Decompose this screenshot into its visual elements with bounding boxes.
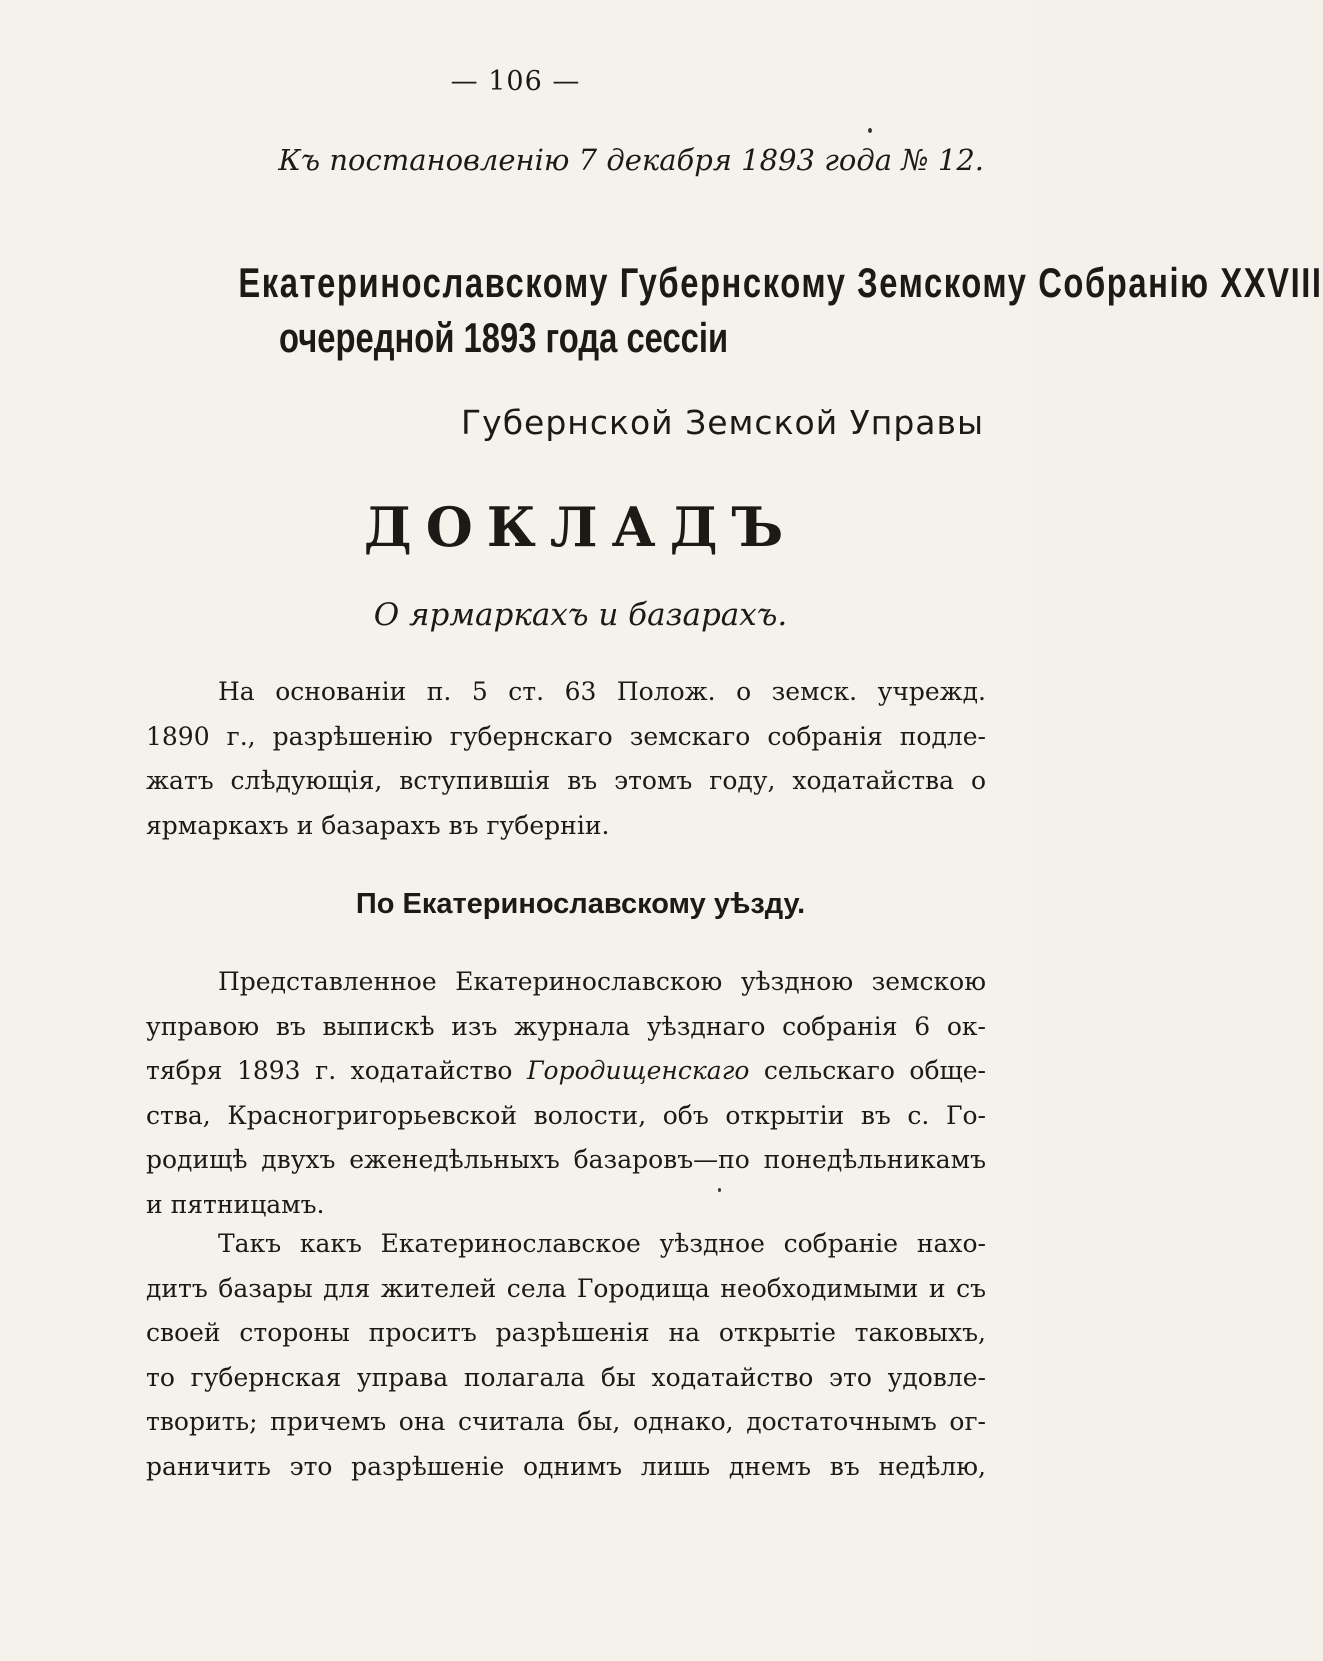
- text-line: творить; причемъ она считала бы, однако, достаточнымъ ог-: [146, 1407, 986, 1436]
- text-line: управою въ выпискѣ изъ журнала уѣзднаго собранія 6 ок-: [146, 1011, 986, 1041]
- text-line: дитъ базары для жителей села Городища необходимыми и съ: [146, 1273, 986, 1303]
- ink-speck: [718, 1188, 721, 1192]
- addressee-line-2: очередной 1893 года сессіи: [279, 314, 729, 361]
- section-heading: По Екатеринославскому уѣзду.: [355, 888, 806, 920]
- text-line: и пятницамъ.: [146, 1189, 325, 1219]
- document-subject: О ярмаркахъ и базарахъ.: [373, 597, 788, 633]
- text-line: родищѣ двухъ еженедѣльныхъ базаровъ—по понедѣльникамъ: [146, 1145, 986, 1174]
- text-line: ства, Красногригорьевской волости, объ открытіи въ с. Го-: [146, 1100, 986, 1130]
- text-line: ярмаркахъ и базарахъ въ губерніи.: [146, 810, 610, 840]
- text-line: то губернская управа полагала бы ходатайство это удовле-: [146, 1362, 986, 1392]
- text-segment: тября 1893 г. ходатайство: [146, 1056, 527, 1085]
- text-line: своей стороны проситъ разрѣшенія на открытіе таковыхъ,: [146, 1318, 986, 1347]
- ink-speck: [868, 128, 872, 133]
- text-line: [146, 1049, 986, 1094]
- text-line: Такъ какъ Екатеринославское уѣздное собраніе нахо-: [218, 1229, 986, 1258]
- text-line: раничить это разрѣшеніе однимъ лишь днемъ въ недѣлю,: [146, 1451, 986, 1481]
- resolution-reference: Къ постановленію 7 декабря 1893 года № 12.: [278, 143, 984, 177]
- paragraph-opinion: [146, 1222, 986, 1489]
- addressee-line-1: Екатеринославскому Губернскому Земскому Собранію XXVIII: [238, 259, 1323, 306]
- document-title: ДОКЛАДЪ: [363, 495, 798, 559]
- text-segment: сельскаго обще-: [749, 1056, 987, 1085]
- paragraph-intro: [146, 670, 986, 848]
- text-line: Представленное Екатеринославскою уѣздною земскою: [218, 967, 986, 996]
- text-line: жатъ слѣдующія, вступившія въ этомъ году, ходатайства о: [146, 766, 986, 795]
- page-number: — 106 —: [450, 66, 581, 97]
- paragraph-petition: [146, 960, 986, 1227]
- village-name-italic: Городищенскаго: [526, 1056, 750, 1085]
- text-line: На основаніи п. 5 ст. 63 Полож. о земск. учрежд.: [218, 677, 986, 706]
- board-name: Губернской Земской Управы: [461, 403, 984, 442]
- text-line: 1890 г., разрѣшенію губернскаго земскаго собранія подле-: [146, 721, 986, 751]
- addressee-heading: [238, 255, 1323, 365]
